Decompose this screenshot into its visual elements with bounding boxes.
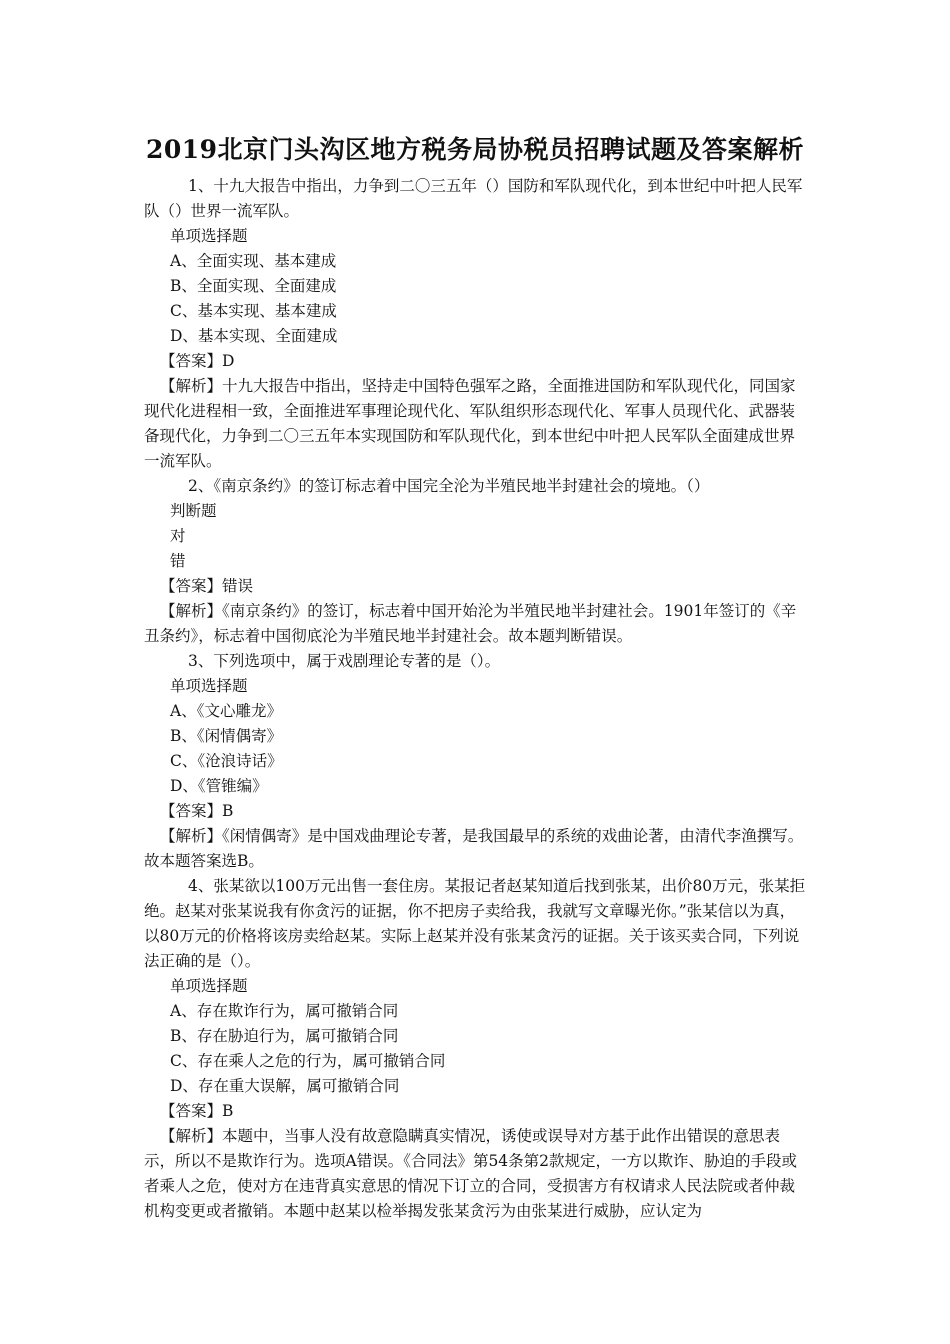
answer: 【答案】B [160, 802, 234, 820]
option: 错 [170, 552, 186, 570]
option: B、全面实现、全面建成 [170, 277, 337, 295]
answer: 【答案】B [160, 1102, 234, 1120]
option: A、存在欺诈行为，属可撤销合同 [170, 1002, 399, 1020]
question-type: 判断题 [170, 502, 217, 520]
option: 对 [170, 527, 186, 545]
question-type: 单项选择题 [170, 977, 248, 995]
question-list [144, 174, 808, 1224]
option: D、《管锥编》 [170, 777, 268, 795]
option: D、基本实现、全面建成 [170, 327, 338, 345]
option: C、《沧浪诗话》 [170, 752, 283, 770]
question-stem: 2、《南京条约》的签订标志着中国完全沦为半殖民地半封建社会的境地。（） [188, 477, 710, 495]
question-stem: 4、张某欲以100万元出售一套住房。某报记者赵某知道后找到张某，出价80万元，张某拒绝。赵某对张某说我有你贪污的证据，你不把房子卖给我，我就写文章曝光你。”张某信以为真，以80万元的价格将该房卖给赵某。实际上赵某并没有张某贪污的证据。关于该买卖合同，下列说法正确的是（）。 [144, 877, 806, 970]
analysis: 【解析】本题中，当事人没有故意隐瞒真实情况，诱使或误导对方基于此作出错误的意思表示，所以不是欺诈行为。选项A错误。《合同法》第54条第2款规定，一方以欺诈、胁迫的手段或者乘人之危，使对方在违背真实意思的情况下订立的合同，受损害方有权请求人民法院或者仲裁机构变更或者撤销。本题中赵某以检举揭发张某贪污为由张某进行威胁，应认定为 [144, 1127, 798, 1220]
option: C、基本实现、基本建成 [170, 302, 337, 320]
question-type: 单项选择题 [170, 227, 248, 245]
option: B、存在胁迫行为，属可撤销合同 [170, 1027, 399, 1045]
option: C、存在乘人之危的行为，属可撤销合同 [170, 1052, 446, 1070]
answer: 【答案】错误 [160, 577, 254, 595]
analysis: 【解析】《南京条约》的签订，标志着中国开始沦为半殖民地半封建社会。1901年签订的《辛丑条约》，标志着中国彻底沦为半殖民地半封建社会。故本题判断错误。 [144, 602, 797, 645]
answer: 【答案】D [160, 352, 235, 370]
page-title: 2019北京门头沟区地方税务局协税员招聘试题及答案解析 [145, 135, 805, 164]
analysis: 【解析】十九大报告中指出，坚持走中国特色强军之路，全面推进国防和军队现代化，同国家现代化进程相一致，全面推进军事理论现代化、军队组织形态现代化、军事人员现代化、武器装备现代化，力争到二〇三五年本实现国防和军队现代化，到本世纪中叶把人民军队全面建成世界一流军队。 [144, 377, 796, 470]
option: A、全面实现、基本建成 [170, 252, 337, 270]
question-type: 单项选择题 [170, 677, 248, 695]
analysis: 【解析】《闲情偶寄》是中国戏曲理论专著，是我国最早的系统的戏曲论著，由清代李渔撰写。故本题答案选B。 [144, 827, 804, 870]
option: D、存在重大误解，属可撤销合同 [170, 1077, 400, 1095]
option: A、《文心雕龙》 [170, 702, 282, 720]
option: B、《闲情偶寄》 [170, 727, 283, 745]
question-stem: 3、下列选项中，属于戏剧理论专著的是（）。 [188, 652, 501, 670]
question-stem: 1、十九大报告中指出，力争到二〇三五年（）国防和军队现代化，到本世纪中叶把人民军队（）世界一流军队。 [144, 177, 803, 220]
